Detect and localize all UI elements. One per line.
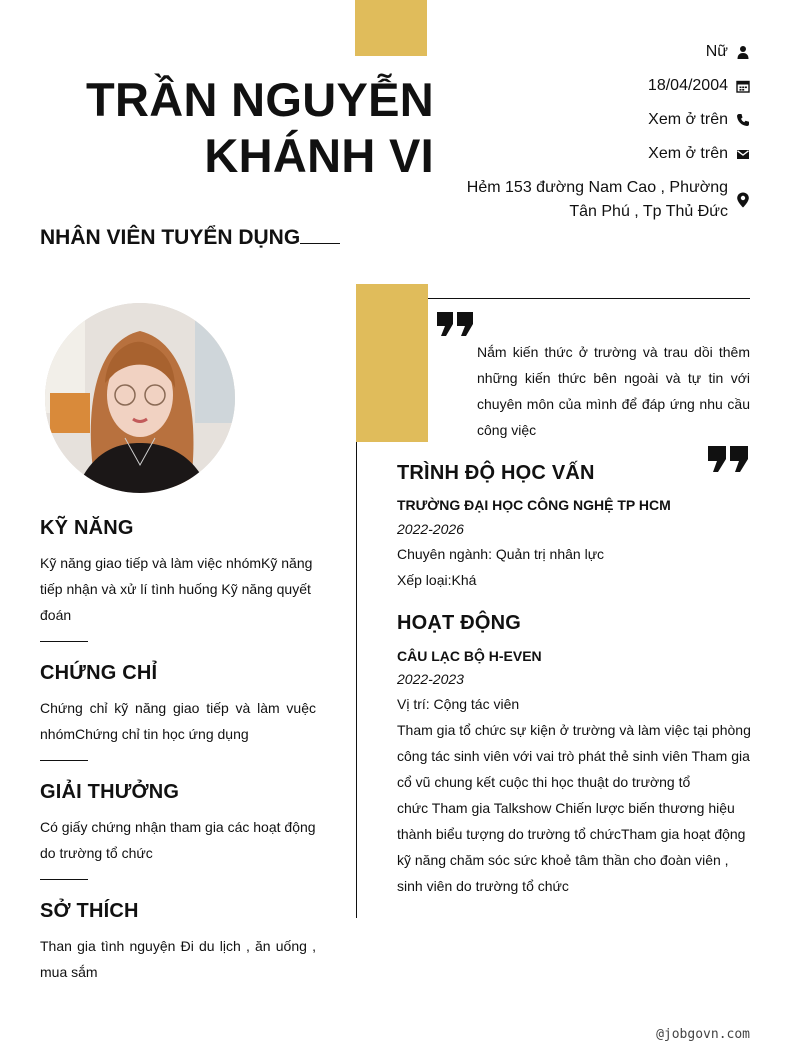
envelope-icon — [736, 147, 750, 161]
certificates-divider — [40, 760, 88, 761]
education-rank: Xếp loại:Khá — [397, 572, 477, 588]
activity-line: sinh viên do trường tổ chức — [397, 878, 569, 894]
education-major: Chuyên ngành: Quản trị nhân lực — [397, 546, 605, 562]
open-quote-icon — [437, 312, 475, 336]
contact-address — [430, 176, 750, 224]
hobbies-text: Than gia tình nguyện Đi du lịch , ăn uống , mua sắm — [40, 938, 316, 980]
objective-accent-block — [356, 284, 428, 442]
activity-line: chức Tham gia Talkshow Chiến lược biến thương hiệu — [397, 800, 735, 816]
address-line-2: Tân Phú , Tp Thủ Đức — [569, 203, 728, 220]
skills-heading: KỸ NĂNG — [40, 517, 134, 539]
certificates-heading: CHỨNG CHỈ — [40, 662, 158, 684]
education-school: TRƯỜNG ĐẠI HỌC CÔNG NGHỆ TP HCM — [397, 497, 671, 513]
phone-text: Xem ở trên — [648, 111, 728, 128]
close-quote-icon — [708, 446, 750, 472]
activity-org: CÂU LẠC BỘ H-EVEN — [397, 648, 542, 664]
certificates-text: Chứng chỉ kỹ năng giao tiếp và làm vuệc nhómChứng chỉ tin học ứng dụng — [40, 700, 316, 742]
person-icon — [736, 45, 750, 59]
skills-text: Kỹ năng giao tiếp và làm việc nhómKỹ năng tiếp nhận và xử lí tình huống Kỹ năng quyết đoán — [40, 555, 313, 623]
location-pin-icon — [736, 192, 750, 208]
calendar-icon — [736, 79, 750, 93]
education-heading: TRÌNH ĐỘ HỌC VẤN — [397, 462, 595, 484]
contact-birthdate — [648, 74, 750, 98]
gender-text: Nữ — [705, 43, 728, 60]
objective-top-rule — [428, 298, 750, 299]
activity-line: công tác sinh viên với vai trò phát thẻ sinh viên Tham gia — [397, 748, 750, 764]
contact-phone — [648, 108, 750, 132]
activity-period: 2022-2023 — [397, 671, 464, 687]
awards-divider — [40, 879, 88, 880]
name-line-1: TRẦN NGUYỄN — [86, 73, 434, 126]
contact-gender — [706, 40, 750, 64]
activities-heading: HOẠT ĐỘNG — [397, 612, 522, 634]
activity-line: Tham gia tổ chức sự kiện ở trường và làm việc tại phòng — [397, 722, 751, 738]
contact-email — [648, 142, 750, 166]
phone-icon — [736, 113, 750, 127]
top-accent-block — [355, 0, 427, 56]
activity-line: thành biểu tượng do trường tổ chứcTham gia hoạt động — [397, 826, 746, 842]
name-line-2: KHÁNH VI — [204, 129, 434, 182]
birthdate-text: 18/04/2004 — [647, 77, 728, 94]
profile-photo — [45, 303, 235, 493]
vertical-divider — [356, 442, 357, 918]
candidate-name — [40, 72, 434, 184]
skills-divider — [40, 641, 88, 642]
objective-text: Nắm kiến thức ở trường và trau dồi thêm những kiến thức bên ngoài và tự tin với chuyên môn của mình để đáp ứng nhu cầu công việc — [477, 344, 750, 438]
education-period: 2022-2026 — [397, 521, 464, 537]
email-text: Xem ở trên — [648, 145, 728, 162]
activity-description — [397, 717, 757, 899]
job-position-text: NHÂN VIÊN TUYỂN DỤNG — [40, 226, 301, 249]
activity-line: cổ vũ chung kết cuộc thi học thuật do trường tổ — [397, 774, 691, 790]
hobbies-heading: SỞ THÍCH — [40, 900, 139, 922]
address-line-1: Hẻm 153 đường Nam Cao , Phường — [466, 179, 728, 196]
position-underline — [300, 243, 340, 244]
awards-heading: GIẢI THƯỞNG — [40, 781, 180, 803]
activity-role: Vị trí: Cộng tác viên — [397, 696, 520, 712]
footer-watermark: @jobgovn.com — [656, 1027, 750, 1042]
job-position — [40, 226, 340, 250]
awards-text: Có giấy chứng nhận tham gia các hoạt động do trường tổ chức — [40, 819, 316, 861]
activity-line: kỹ năng chăm sóc sức khoẻ tâm thần cho đoàn viên , — [397, 852, 729, 868]
